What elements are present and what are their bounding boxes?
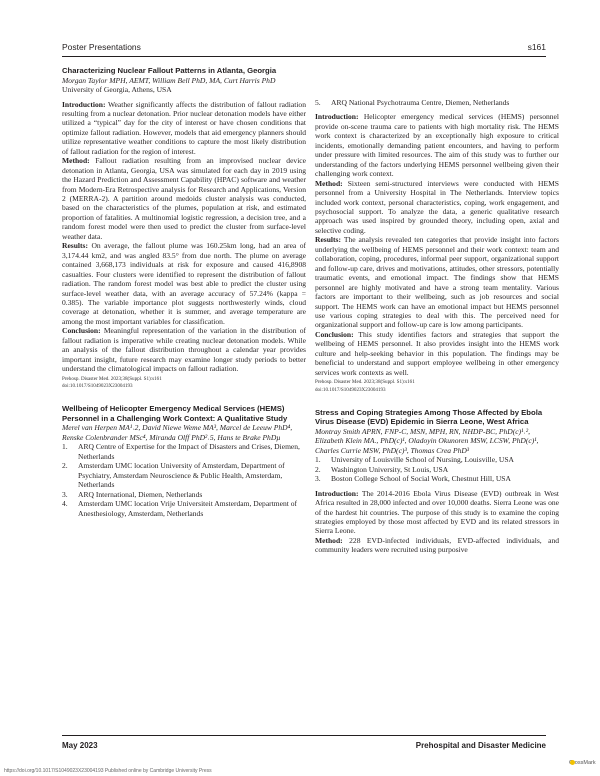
section-label: Introduction:: [315, 488, 359, 498]
introduction-paragraph: [315, 112, 559, 178]
affiliation-list: [62, 442, 306, 518]
header-rule: [62, 56, 546, 57]
article-title: Stress and Coping Strategies Among Those Affected by Ebola Virus Disease (EVD) Epidemic in Sierra Leone, West Africa: [315, 407, 543, 427]
section-text: This study identifies factors and strategies that support the wellbeing of HEMS personnel. It also provides insight into the HEMS work culture and help-seeking behavior in this population. The findings may be beneficial to understand and support employee wellbeing in other emergency services work contexts as well.: [315, 329, 559, 377]
introduction-paragraph: [62, 100, 306, 157]
article-title: Wellbeing of Helicopter Emergency Medical Services (HEMS) Personnel in a Challenging Work Context: A Qualitative Study: [62, 404, 288, 423]
running-header-left: Poster Presentations: [62, 42, 141, 52]
left-column: [62, 66, 306, 518]
section-text: Meaningful representation of the variation in the distribution of fallout radiation is imperative while creating nuclear detonation models. While an analysis of the fallout distribution throughout a calendar year provides important insight, future research may examine longer study periods to better understand the climatological impacts on fallout radiation.: [62, 326, 306, 374]
section-label: Conclusion:: [315, 329, 354, 339]
published-online-link[interactable]: https://doi.org/10.1017/S1049023X23004193 Published online by Cambridge University Press: [4, 768, 212, 774]
article-hems: [62, 404, 306, 518]
method-paragraph: [315, 536, 559, 555]
conclusion-paragraph: [62, 326, 306, 373]
citation: Prehosp. Disaster Med. 2023;38(Suppl. S1):s161: [315, 379, 415, 386]
affiliation-item: 4. Amsterdam UMC location Vrije Universiteit Amsterdam, Department of Anesthesiology, Amsterdam, Netherlands: [62, 499, 298, 518]
affiliation-list: [315, 98, 559, 107]
citation: Prehosp. Disaster Med. 2023;38(Suppl. S1):s161: [62, 375, 162, 382]
section-text: Sixteen semi-structured interviews were conducted with HEMS personnel from a University Hospital in The Netherlands. Interview topics included work context, personal characteristics, coping, work engagement, and psychosocial support. To analyze the data, a generic qualitative research approach was used inspired by grounded theory, including open, axial and selective coding.: [315, 178, 560, 235]
section-label: Results:: [315, 235, 341, 245]
footer-rule: [62, 735, 546, 736]
affiliation-item: 5. ARQ National Psychotrauma Centre, Diemen, Netherlands: [315, 98, 510, 107]
section-label: Method:: [62, 156, 90, 166]
results-paragraph: [315, 235, 559, 330]
section-text: Helicopter emergency medical services (HEMS) personnel provide on-scene trauma care to patients with high mortality risk. The HEMS work context is characterized by an exceptionally high exposure to critical incidents, emotionally demanding patient encounters, and having to perform under pressure with limited resources. The aim of this study was to further our understanding of the factors underlying HEMS personnel wellbeing given their challenging work context.: [315, 112, 560, 179]
affiliation-list: [315, 455, 559, 483]
section-text: The 2014-2016 Ebola Virus Disease (EVD) outbreak in West Africa resulted in 28,000 infected and over 10,000 deaths. Sierra Leone was one of the hardest hit countries. The purpose of this study is to examine the coping strategies employed by those most affected by EVD and its related stressors in Sierra Leone.: [315, 488, 559, 536]
affiliation-item: 2. Amsterdam UMC location University of Amsterdam, Department of Psychiatry, Amsterdam Neuroscience & Public Health, Amsterdam, Netherlands: [62, 461, 285, 490]
affiliation-item: 3. ARQ International, Diemen, Netherlands: [62, 489, 203, 499]
crossmark-badge[interactable]: [568, 757, 596, 768]
article-authors: Montray Smith APRN, FNP-C, MSN, MPH, RN, NHDP-BC, PhD(c)¹˒², Elizabeth Klein MA., PhD(c)¹, Oladoyin Okunoren MSW, LCSW, PhD(c)¹, Charles Currie MSW, PhD(c)³, Thomas Crea PhD³: [315, 426, 539, 455]
affiliation-item: 1. University of Louisville School of Nursing, Louisville, USA: [315, 455, 515, 465]
introduction-paragraph: [315, 489, 559, 536]
results-paragraph: [62, 241, 306, 326]
article-ebola: [315, 408, 559, 555]
article-authors: Merel van Herpen MA¹˒2, David Niewe Weme MA³, Marcel de Leeuw PhD⁴, Renske Colenbrander MSc⁴, Miranda Olff PhD²˒5, Hans te Brake PhDµ: [62, 423, 293, 442]
section-text: On average, the fallout plume was 160.25km long, had an area of 3,174.44 km2, and was angled 83.5° from due north. The plume on average contained 3,668,173 individuals at risk for exposure and caused 416,8908 casualties. Four clusters were identified to represent the distribution of fallout radiation. The random forest model was best able to predict the cluster using surface-level weather data, with an average accuracy of 57.24% (kappa = 0.385). The variable importance plot suggests northwesterly winds, cloud coverage at detonation, whether it is summer, and average temperature are among the most important variables for classification.: [62, 241, 306, 326]
section-label: Conclusion:: [62, 326, 101, 336]
article-authors: Morgan Taylor MPH, AEMT, William Bell PhD, MA, Curt Harris PhD: [62, 75, 276, 85]
affiliation-item: 2. Washington University, St Louis, USA: [315, 464, 449, 474]
article-title: Characterizing Nuclear Fallout Patterns in Atlanta, Georgia: [62, 66, 277, 75]
journal-name: Prehospital and Disaster Medicine: [415, 741, 546, 750]
section-text: Fallout radiation resulting from an improvised nuclear device detonation in Atlanta, Georgia, USA was simulated for each day in 2019 using the Hazard Prediction and Assessment Capability (HPAC) software and weather from Modern-Era Retrospective analysis for Research and Applications, Version 2 (MERRA-2). A partition around medoids cluster analysis was conducted, based on the characteristics of the plumes, population at risk, and estimated proportion of fatalities. A multinomial logistic regression, a decision tree, and a random forest model were then used to predict the cluster from surface-level weather data.: [62, 156, 306, 241]
section-label: Method:: [315, 178, 343, 188]
doi-link[interactable]: doi:10.1017/S1049023X23004193: [62, 383, 133, 390]
conclusion-paragraph: [315, 330, 559, 377]
affiliation-item: 3. Boston College School of Social Work, Chestnut Hill, USA: [315, 474, 511, 484]
section-text: 228 EVD-infected individuals, EVD-affected individuals, and community leaders were recruited using purposive: [315, 535, 560, 555]
method-paragraph: [315, 179, 559, 236]
section-text: Weather significantly affects the distribution of fallout radiation resulting from a nuclear detonation. Prior nuclear detonation models have either utilized a “typical” day for the city of interest or have chosen conditions that optimize fallout radiation. However, models that aid emergency planners should utilize representative weather conditions to capture the most likely distribution of fallout radiation for the region of interest.: [62, 99, 306, 156]
article-fallout: [62, 66, 306, 390]
doi-link[interactable]: doi:10.1017/S1049023X23004193: [315, 386, 386, 393]
section-label: Introduction:: [315, 112, 359, 122]
section-text: The analysis revealed ten categories that provide insight into factors underlying the wellbeing of HEMS personnel and their work context: team and collaboration, coping, procedures, informal peer support, organizational support and follow-up care, drives and motivations, attitudes, other stressors, potentially traumatic events, and emotional impact. The findings show that HEMS personnel are highly motivated and have a strong team mentality. Various factors are important to their wellbeing, such as job resources and social support. The HEMS work can have an emotional impact but HEMS personnel use various coping strategies to deal with this. The perceived need for organizational support and follow-up care is low among participants.: [315, 235, 559, 330]
article-affiliation: University of Georgia, Athens, USA: [62, 85, 172, 95]
section-label: Method:: [315, 535, 343, 545]
crossmark-label: CrossMark: [569, 759, 596, 766]
section-label: Results:: [62, 241, 88, 251]
method-paragraph: [62, 156, 306, 241]
page-number: s161: [527, 42, 546, 52]
article-hems-continued: [315, 98, 559, 394]
affiliation-item: 1. ARQ Centre of Expertise for the Impact of Disasters and Crises, Diemen, Netherlands: [62, 442, 300, 461]
footer-date: May 2023: [62, 741, 98, 750]
section-label: Introduction:: [62, 99, 106, 109]
right-column: [315, 98, 559, 555]
